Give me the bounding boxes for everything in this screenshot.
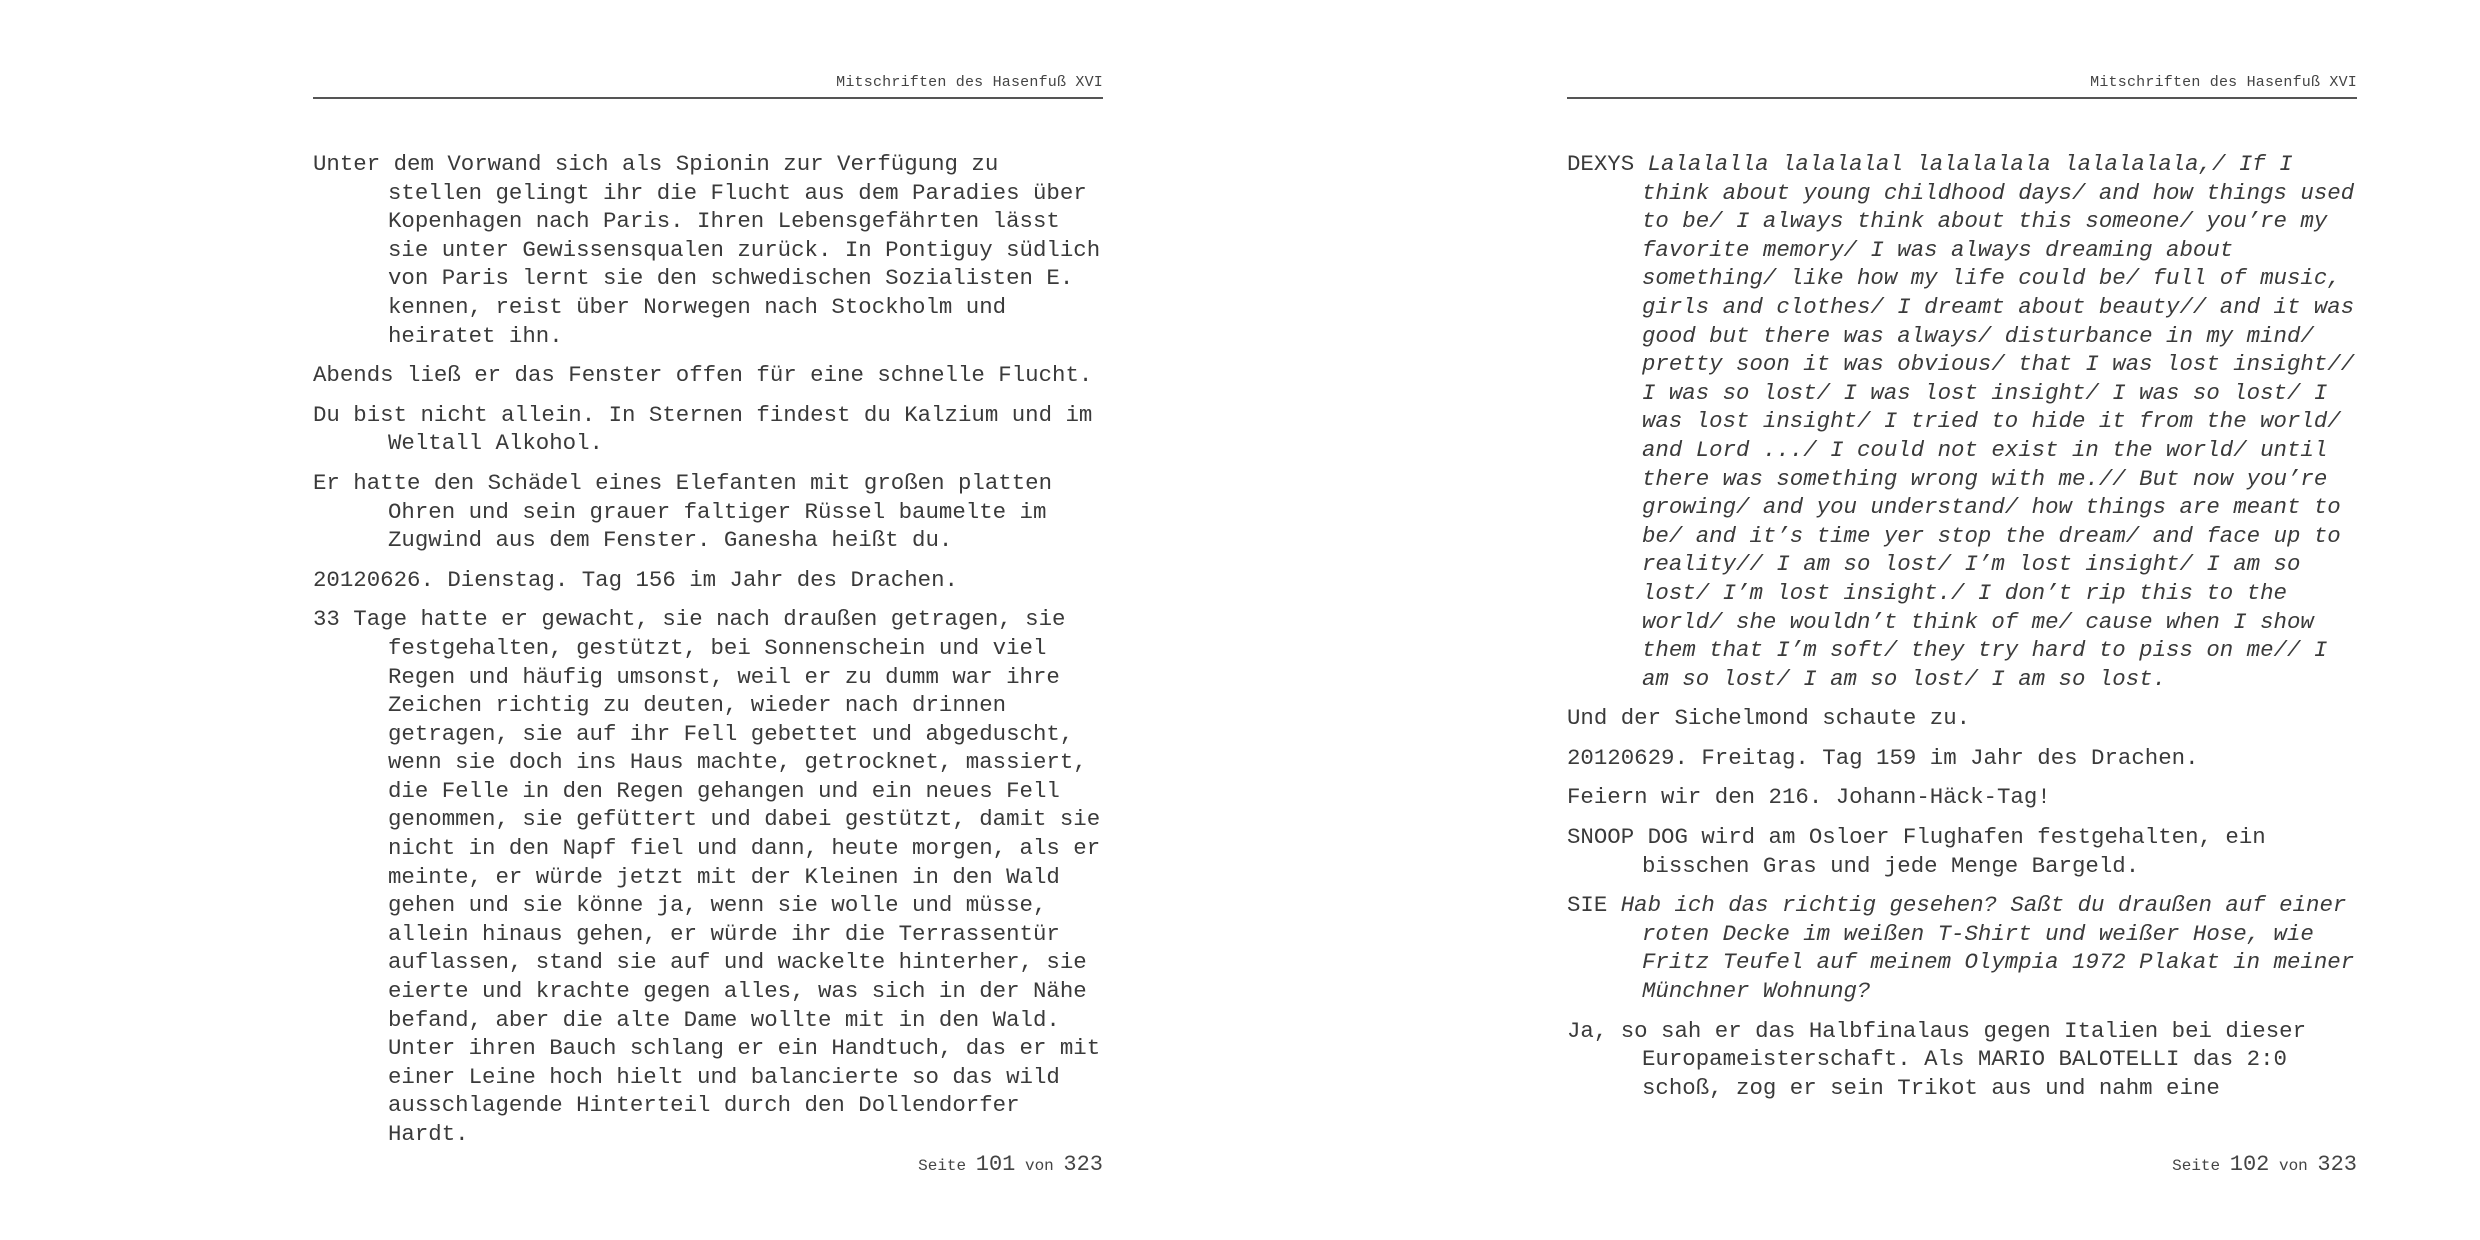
dialogue-text: Hab ich das richtig gesehen? Saßt du draußen auf einer roten Decke im weißen T-Shirt und weißer Hose, wie Fritz Teufel auf meinem Olympia 1972 Plakat in meiner Münchner Wohnung?: [1620, 892, 2355, 1005]
total-pages: 323: [2317, 1152, 2357, 1177]
paragraph: 20120629. Freitag. Tag 159 im Jahr des Drachen.: [1567, 744, 2199, 771]
page-number: [1567, 1152, 2357, 1177]
speaker-label: DEXYS: [1567, 151, 1635, 177]
page-label: Seite: [2172, 1157, 2221, 1175]
running-header: Mitschriften des Hasenfuß XVI: [313, 74, 1103, 99]
paragraph: 33 Tage hatte er gewacht, sie nach draußen getragen, sie festgehalten, gestützt, bei Sonnenschein und viel Regen und häufig umsonst, weil er zu dumm war ihre Zeichen richtig zu deuten, wieder nach drinnen getragen, sie auf ihr Fell gebettet und abgeduscht, wenn sie doch ins Haus machte, getrocknet, massiert, die Felle in den Regen gehangen und ein neues Fell genommen, sie gefüttert und dabei gestützt, damit sie nicht in den Napf fiel und dann, heute morgen, als er meinte, er würde jetzt mit der Kleinen in den Wald gehen und sie könne ja, wenn sie wolle und müsse, allein hinaus gehen, er würde ihr die Terrassentür auflassen, stand sie auf und wackelte hinterher, sie eierte und krachte gegen alles, was sich in der Nähe befand, aber die alte Dame wollte mit in den Wald. Unter ihren Bauch schlang er ein Handtuch, das er mit einer Leine hoch hielt und balancierte so das wild ausschlagende Hinterteil durch den Dollendorfer Hardt.: [313, 606, 1101, 1147]
paragraph: Feiern wir den 216. Johann-Häck-Tag!: [1567, 784, 2051, 811]
paragraph: Abends ließ er das Fenster offen für eine schnelle Flucht.: [313, 362, 1093, 389]
paragraph: 20120626. Dienstag. Tag 156 im Jahr des Drachen.: [313, 566, 958, 593]
page-of-label: von: [2278, 1157, 2308, 1175]
speaker-label: SIE: [1567, 892, 1608, 919]
left-page: [313, 0, 1103, 1240]
paragraph: Ja, so sah er das Halbfinalaus gegen Italien bei dieser Europameisterschaft. Als MARIO BALOTELLI das 2:0 schoß, zog er sein Trikot aus und nahm eine: [1567, 1017, 2307, 1101]
page-body: [1567, 150, 2357, 1113]
paragraph: SNOOP DOG wird am Osloer Flughafen festgehalten, ein bisschen Gras und jede Menge Bargeld.: [1567, 824, 2266, 879]
page-label: Seite: [918, 1157, 967, 1175]
current-page: 102: [2229, 1152, 2270, 1177]
dialogue-paragraph: [1567, 150, 2357, 693]
paragraph: Er hatte den Schädel eines Elefanten mit großen platten Ohren und sein grauer faltiger Rüssel baumelte im Zugwind aus dem Fenster. Ganesha heißt du.: [313, 469, 1053, 554]
current-page: 101: [975, 1152, 1016, 1177]
dialogue-text: Lalalalla lalalalal lalalalala lalalalala,/ If I think about young childhood days/ and how things used to be/ I always think about this someone/ you’re my favorite memory/ I was always dreaming about something/ like how my life could be/ full of music, girls and clothes/ I dreamt about beauty// and it was good but there was always/ disturbance in my mind/ pretty soon it was obvious/ that I was lost insight// I was so lost/ I was lost insight/ I was so lost/ I was lost insight/ I tried to hide it from the world/ and Lord .../ I could not exist in the world/ until there was something wrong with me.// But now you’re growing/ and you understand/ how things are meant to be/ and it’s time yer stop the dream/ and face up to reality// I am so lost/ I’m lost insight/ I am so lost/ I’m lost insight./ I don’t rip this to the world/ she wouldn’t think of me/ cause when I show them that I’m soft/ they try hard to piss on me// I am so lost/ I am so lost/ I am so lost.: [1642, 151, 2355, 692]
paragraph: Unter dem Vorwand sich als Spionin zur Verfügung zu stellen gelingt ihr die Flucht aus dem Paradies über Kopenhagen nach Paris. Ihren Lebensgefährten lässt sie unter Gewissensqualen zurück. In Pontiguy südlich von Paris lernt sie den schwedischen Sozialisten E. kennen, reist über Norwegen nach Stockholm und heiratet ihn.: [313, 151, 1101, 349]
running-header: Mitschriften des Hasenfuß XVI: [1567, 74, 2357, 99]
right-page: [1567, 0, 2357, 1240]
dialogue-paragraph: [1567, 891, 2357, 1005]
paragraph: Und der Sichelmond schaute zu.: [1567, 705, 1971, 732]
total-pages: 323: [1063, 1152, 1103, 1177]
paragraph: Du bist nicht allein. In Sternen findest du Kalzium und im Weltall Alkohol.: [313, 401, 1093, 457]
page-number: [313, 1152, 1103, 1177]
page-of-label: von: [1024, 1157, 1054, 1175]
page-body: [313, 150, 1103, 1160]
